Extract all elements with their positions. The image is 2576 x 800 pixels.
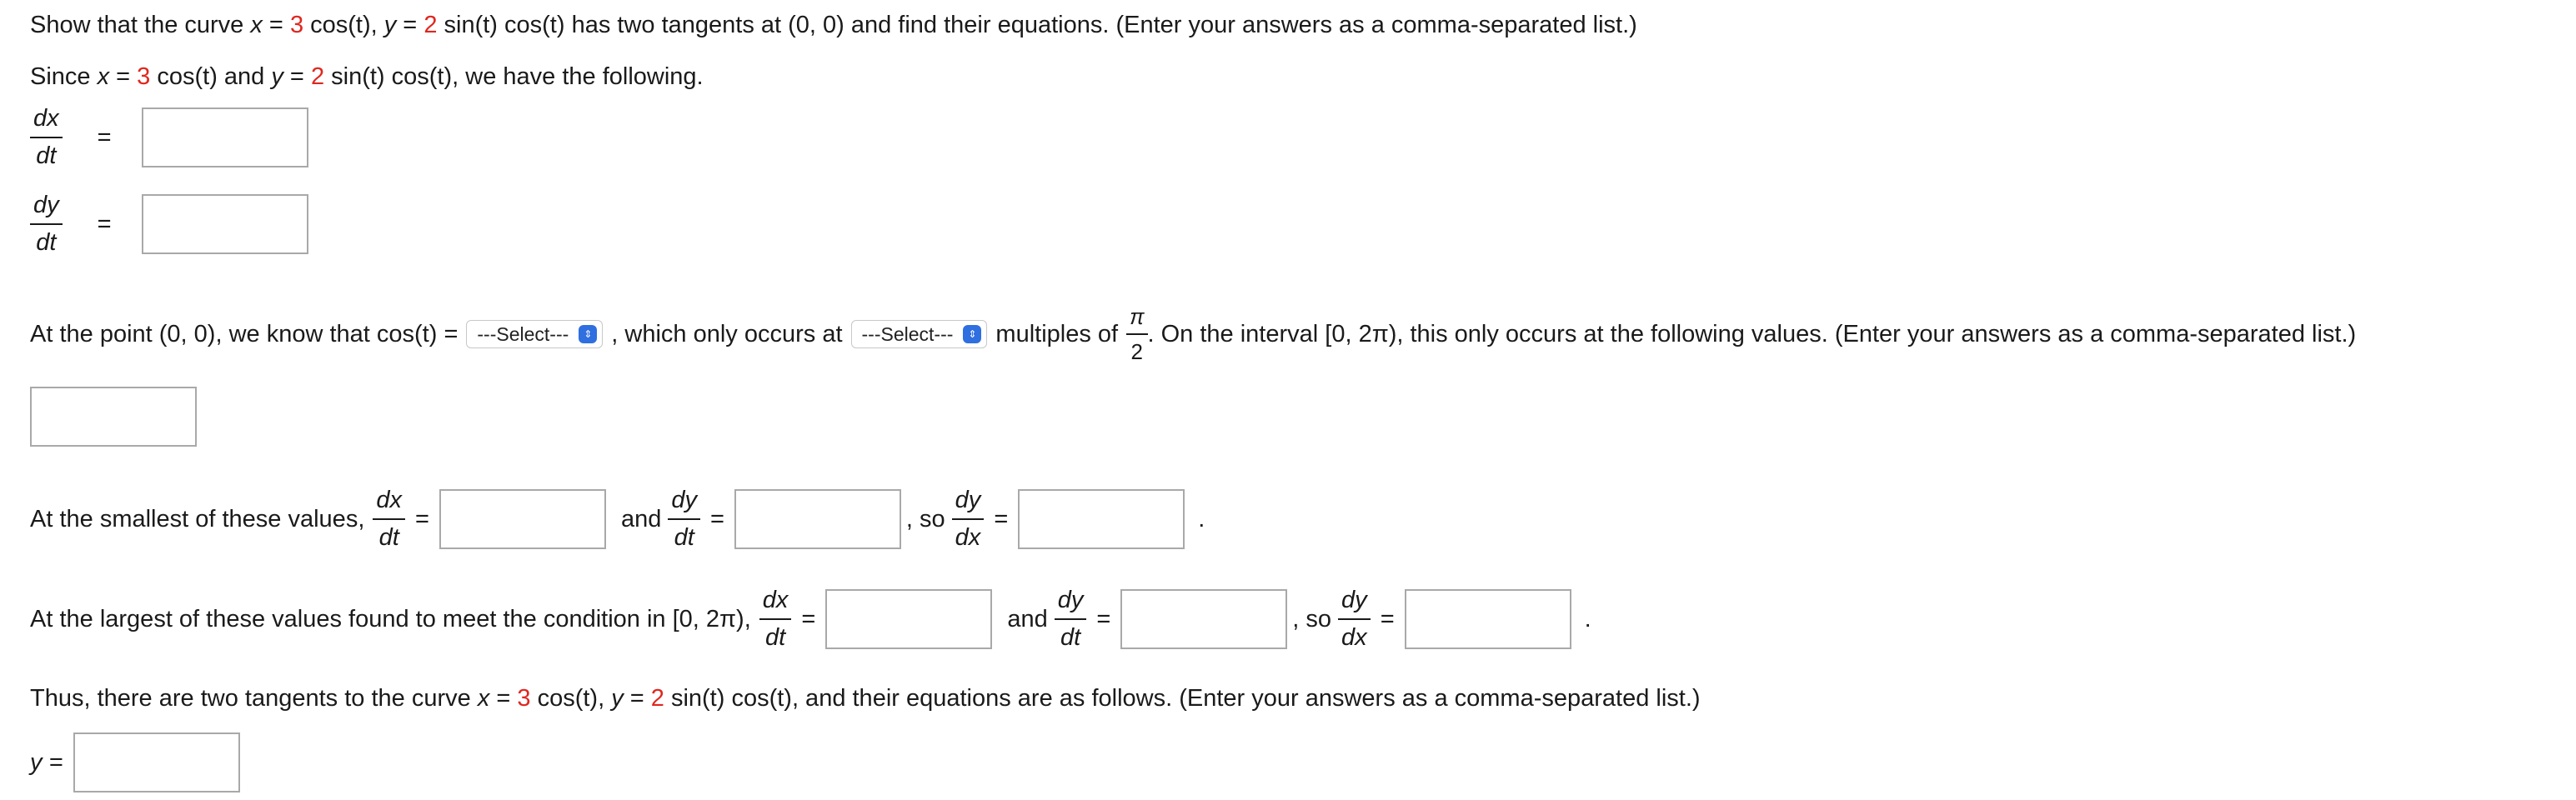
tangent-answer-row [30,732,240,793]
cos-value-select[interactable]: ---Select--- ⇕ [466,320,603,348]
dxdt-fraction: $\frac{dx}{dt}$ [30,107,63,168]
point-sentence: At the point (0, 0), we know that cos(t) = ---Select--- ⇕ , which only occurs at ---Select--- ⇕ multiples of $\frac{\pi}{2}$ . On the interval [0, 2π), this only occurs at the following values. (Enter your answers as a comma-separated list.) [30,304,2357,364]
largest-dxdt-input[interactable] [825,589,992,649]
dxdt-row: $\frac{dx}{dt}$ = [30,107,308,168]
dydt-fraction: $\frac{dy}{dt}$ [30,193,63,255]
dydt-row: $\frac{dy}{dt}$ = [30,193,308,255]
select-chevron-icon: ⇕ [579,325,597,343]
smallest-dydt-input[interactable] [734,489,901,549]
largest-dydt-input[interactable] [1120,589,1287,649]
x-coefficient: 3 [289,12,304,38]
y-equals-label: y = [30,748,63,776]
pi-over-2: $\frac{\pi}{2}$ [1126,306,1147,362]
t-values-input[interactable] [30,387,197,447]
question-text: Show that the curve x = 3 cos(t), y = 2 sin(t) cos(t) has two tangents at (0, 0) and find their equations. (Enter your answers as a comma-separated list.) [30,12,1637,38]
smallest-row: At the smallest of these values, $\frac{dx}{dt}$ = and $\frac{dy}{dt}$ = , so $\frac{dy}{dx}$ = . [30,487,1205,551]
smallest-dydx-input[interactable] [1018,489,1185,549]
multiples-select[interactable]: ---Select--- ⇕ [851,320,988,348]
dydt-input[interactable] [142,194,308,254]
y-coefficient: 2 [423,12,438,38]
largest-row: At the largest of these values found to meet the condition in [0, 2π), $\frac{dx}{dt}$ = and $\frac{dy}{dt}$ = , so $\frac{dy}{dx}$ = . [30,587,1591,651]
smallest-dxdt-input[interactable] [439,489,606,549]
largest-dydx-input[interactable] [1405,589,1571,649]
dxdt-input[interactable] [142,108,308,168]
tangent-equations-input[interactable] [73,732,240,792]
thus-text: Thus, there are two tangents to the curve x = 3 cos(t), y = 2 sin(t) cos(t), and their equations are as follows. (Enter your answers as a comma-separated list.) [30,685,1701,712]
since-text: Since x = 3 cos(t) and y = 2 sin(t) cos(t), we have the following. [30,63,704,90]
select-chevron-icon: ⇕ [963,325,981,343]
